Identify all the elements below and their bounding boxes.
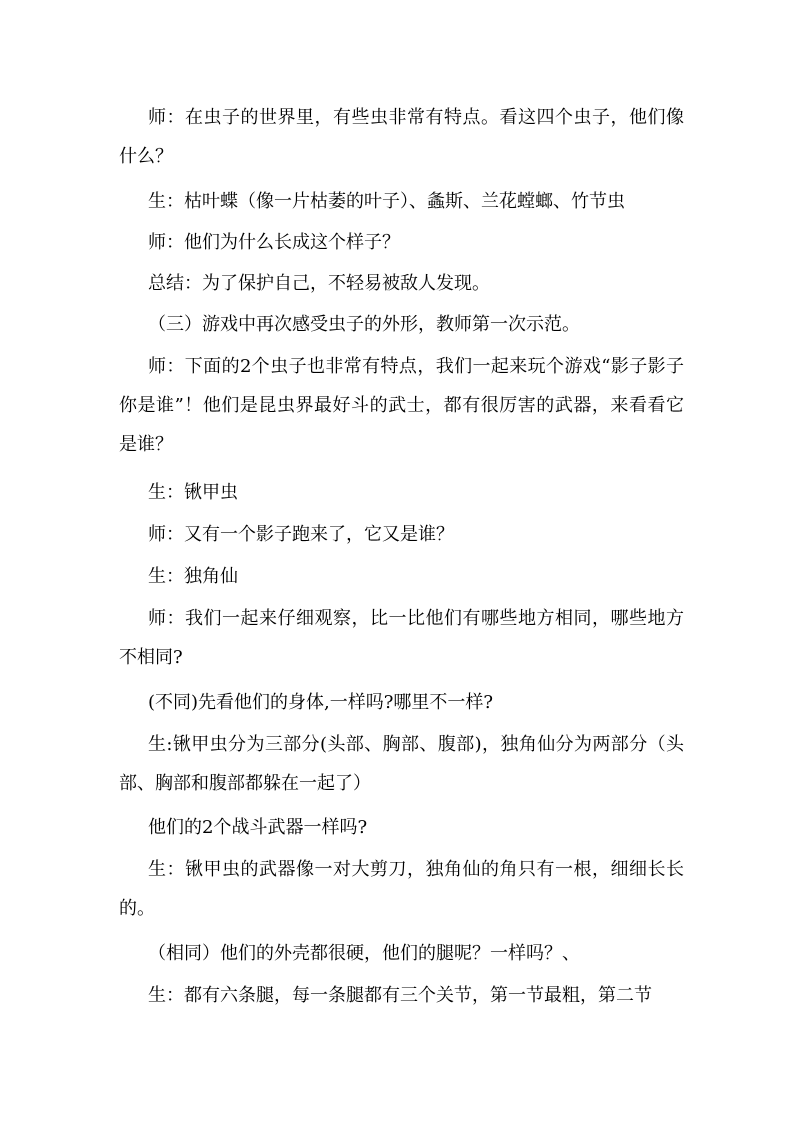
paragraph-student-rhinoceros-beetle: 生：独角仙 [148, 566, 238, 587]
paragraph-student-answer-insects: 生：枯叶蝶（像一片枯萎的叶子）、螽斯、兰花螳螂、竹节虫 [148, 191, 625, 212]
paragraph-teacher-question-insect-features: 师：在虫子的世界里，有些虫非常有特点。看这四个虫子，他们像什么？ [119, 107, 684, 167]
paragraph-student-body-parts: 生:锹甲虫分为三部分(头部、胸部、腹部)，独角仙分为两部分（头部、胸部和腹部都躲在一起了） [119, 734, 684, 794]
paragraph-teacher-another-shadow: 师：又有一个影子跑来了，它又是谁？ [148, 524, 454, 545]
paragraph-differences-body: (不同)先看他们的身体,一样吗?哪里不一样? [148, 692, 494, 713]
paragraph-teacher-compare: 师：我们一起来仔细观察，比一比他们有哪些地方相同，哪些地方不相同? [119, 608, 684, 668]
paragraph-summary: 总结：为了保护自己，不轻易被敌人发现。 [148, 273, 490, 294]
paragraph-student-legs: 生：都有六条腿，每一条腿都有三个关节，第一节最粗，第二节 [148, 985, 652, 1006]
paragraph-student-weapons: 生：锹甲虫的武器像一对大剪刀，独角仙的角只有一根，细细长长的。 [119, 859, 684, 919]
paragraph-teacher-why-shape: 师：他们为什么长成这个样子？ [148, 232, 400, 253]
paragraph-teacher-shadow-game: 师：下面的2个虫子也非常有特点，我们一起来玩个游戏“影子影子你是谁”！他们是昆虫界最好斗的武士，都有很厉害的武器，来看看它是谁？ [119, 356, 684, 455]
paragraph-similarities-legs: （相同）他们的外壳都很硬，他们的腿呢？一样吗？、 [148, 943, 580, 964]
paragraph-student-stag-beetle: 生：锹甲虫 [148, 482, 238, 503]
section-heading-three: （三）游戏中再次感受虫子的外形，教师第一次示范。 [148, 314, 580, 335]
paragraph-weapons-question: 他们的2个战斗武器一样吗? [148, 817, 368, 838]
